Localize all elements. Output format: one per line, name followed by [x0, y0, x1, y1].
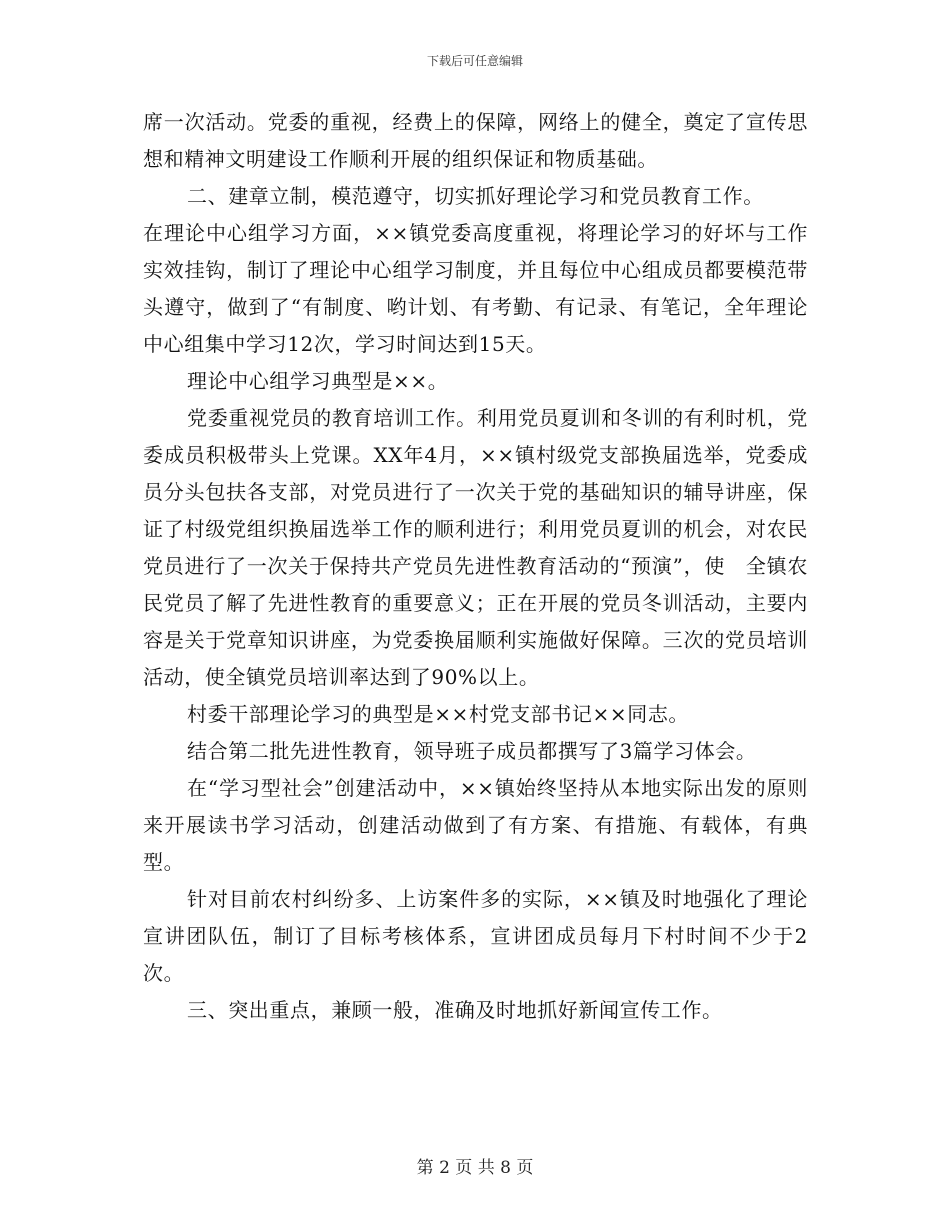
paragraph: 村委干部理论学习的典型是××村党支部书记××同志。	[187, 702, 690, 726]
paragraph: 在理论中心组学习方面，××镇党委高度重视，将理论学习的好坏与工作实效挂钩，制订了理论中心组学习制度，并且每位中心组成员都要模范带头遵守，做到了“有制度、哟计划、有考勤、有记录、有笔记，全年理论中心组集中学习12次，学习时间达到15天。	[143, 221, 808, 356]
document-body	[143, 104, 808, 1029]
paragraph: 理论中心组学习典型是××。	[187, 369, 449, 393]
paragraph: 党委重视党员的教育培训工作。利用党员夏训和冬训的有利时机，党委成员积极带头上党课。XX年4月，××镇村级党支部换届选举，党委成员分头包扶各支部，对党员进行了一次关于党的基础知识的辅导讲座，保证了村级党组织换届选举工作的顺利进行；利用党员夏训的机会，对农民党员进行了一次关于保持共产党员先进性教育活动的“预演”，使 全镇农民党员了解了先进性教育的重要意义；正在开展的党员冬训活动，主要内容是关于党章知识讲座，为党委换届顺利实施做好保障。三次的党员培训活动，使全镇党员培训率达到了90%以上。	[143, 406, 808, 689]
paragraph: 席一次活动。党委的重视，经费上的保障，网络上的健全，奠定了宣传思想和精神文明建设工作顺利开展的组织保证和物质基础。	[143, 110, 808, 171]
paragraph: 结合第二批先进性教育，领导班子成员都撰写了3篇学习体会。	[187, 739, 757, 763]
paragraph: 在“学习型社会”创建活动中，××镇始终坚持从本地实际出发的原则来开展读书学习活动，创建活动做到了有方案、有措施、有载体，有典型。	[143, 776, 808, 874]
section-heading: 二、建章立制，模范遵守，切实抓好理论学习和党员教育工作。	[187, 184, 764, 208]
header-note: 下载后可任意编辑	[426, 54, 523, 68]
paragraph: 针对目前农村纠纷多、上访案件多的实际，××镇及时地强化了理论宣讲团队伍，制订了目标考核体系，宣讲团成员每月下村时间不少于2次。	[143, 887, 808, 985]
section-heading: 三、突出重点，兼顾一般，准确及时地抓好新闻宣传工作。	[187, 998, 723, 1022]
page-number: 第 2 页 共 8 页	[416, 1158, 534, 1178]
